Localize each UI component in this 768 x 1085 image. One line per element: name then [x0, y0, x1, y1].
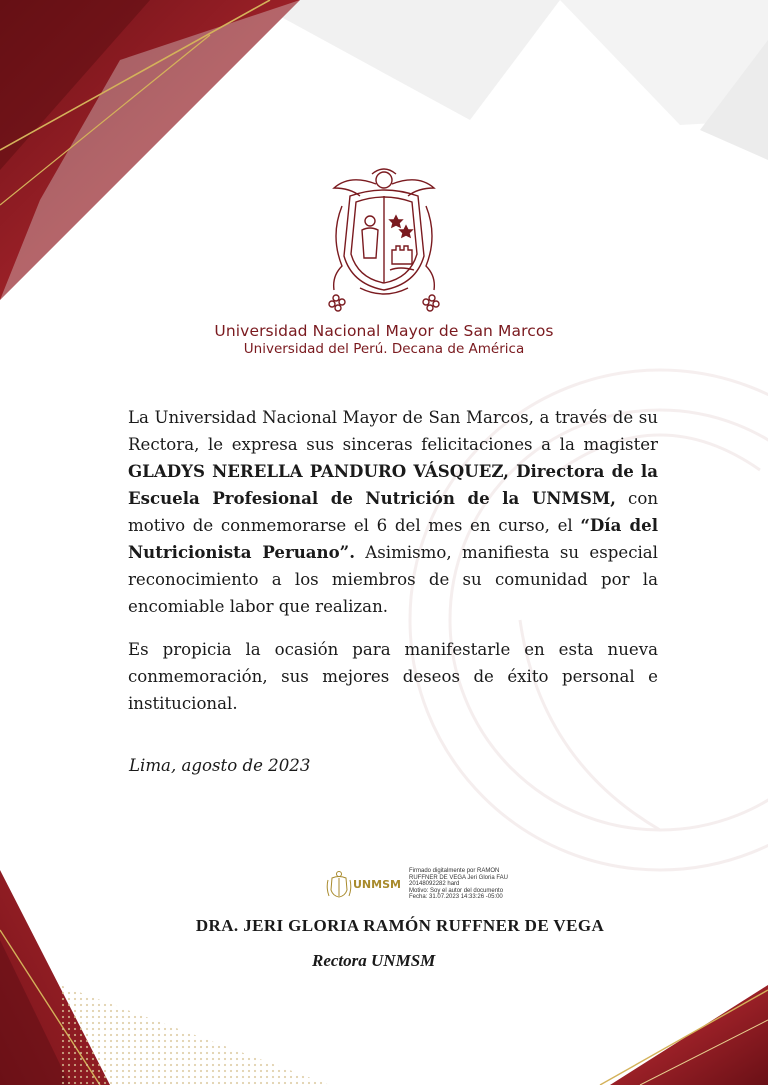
grey-facet-top-right	[560, 0, 768, 125]
red-wedge-top-left	[0, 0, 300, 300]
grey-facet-right	[700, 40, 768, 160]
signature-line: Motivo: Soy el autor del documento	[409, 887, 504, 894]
red-wedge-bottom-left	[0, 870, 110, 1085]
university-subtitle: Universidad del Perú. Decana de América	[243, 341, 525, 357]
gold-line-bottom-right-2	[640, 1020, 768, 1085]
red-wedge-bottom-left-dark	[0, 940, 70, 1085]
letter-body	[128, 404, 658, 733]
signer-title: Rectora UNMSM	[312, 951, 436, 970]
gold-line-bottom-left	[0, 930, 100, 1085]
gold-dots-pattern	[60, 985, 330, 1085]
digital-signature-stamp	[324, 866, 534, 906]
red-wedge-bottom-right	[610, 985, 768, 1085]
honoree-name: GLADYS NERELLA PANDURO VÁSQUEZ, Directora de la Escuela Profesional de Nutrición de la UNMSM,	[128, 461, 658, 508]
gold-line-top-left-2	[0, 35, 210, 205]
signature-line: 20148092282 hard	[409, 881, 460, 888]
signature-details	[409, 868, 534, 901]
grey-facet-top	[250, 0, 560, 120]
place-date: Lima, agosto de 2023	[129, 756, 311, 775]
paragraph-middle: con motivo de conmemorarse el 6 del mes en curso, el	[128, 489, 659, 535]
letter-paragraph-1	[128, 404, 658, 620]
university-name: Universidad Nacional Mayor de San Marcos	[214, 322, 554, 340]
signature-line: RUFFNER DE VEGA Jeri Gloria FAU	[409, 874, 509, 881]
paragraph-intro: La Universidad Nacional Mayor de San Marcos, a través de su Rectora, le expresa sus sinceras felicitaciones a la magister	[128, 408, 658, 454]
signature-logo-text: UNMSM	[353, 878, 401, 891]
grey-wedge-top-left	[0, 0, 300, 300]
red-wedge-top-left-dark	[0, 0, 150, 170]
university-coat-of-arms-icon	[320, 166, 448, 314]
paragraph-closing: Asimismo, manifiesta su especial reconocimiento a los miembros de su comunidad por la encomiable labor que realizan.	[128, 543, 658, 616]
signer-name: DRA. JERI GLORIA RAMÓN RUFFNER DE VEGA	[195, 916, 605, 935]
gold-line-bottom-right-1	[600, 990, 768, 1085]
letter-paragraph-2: Es propicia la ocasión para manifestarle en esta nueva conmemoración, sus mejores deseos de éxito personal e institucional.	[128, 640, 658, 713]
signature-line: Firmado digitalmente por RAMON	[409, 868, 500, 874]
signature-line: Fecha: 31.07.2023 14:33:26 -05:00	[409, 894, 503, 901]
gold-line-top-left-1	[0, 0, 270, 150]
occasion-name: “Día del Nutricionista Peruano”.	[128, 515, 658, 562]
unmsm-mini-seal-icon	[326, 870, 352, 900]
